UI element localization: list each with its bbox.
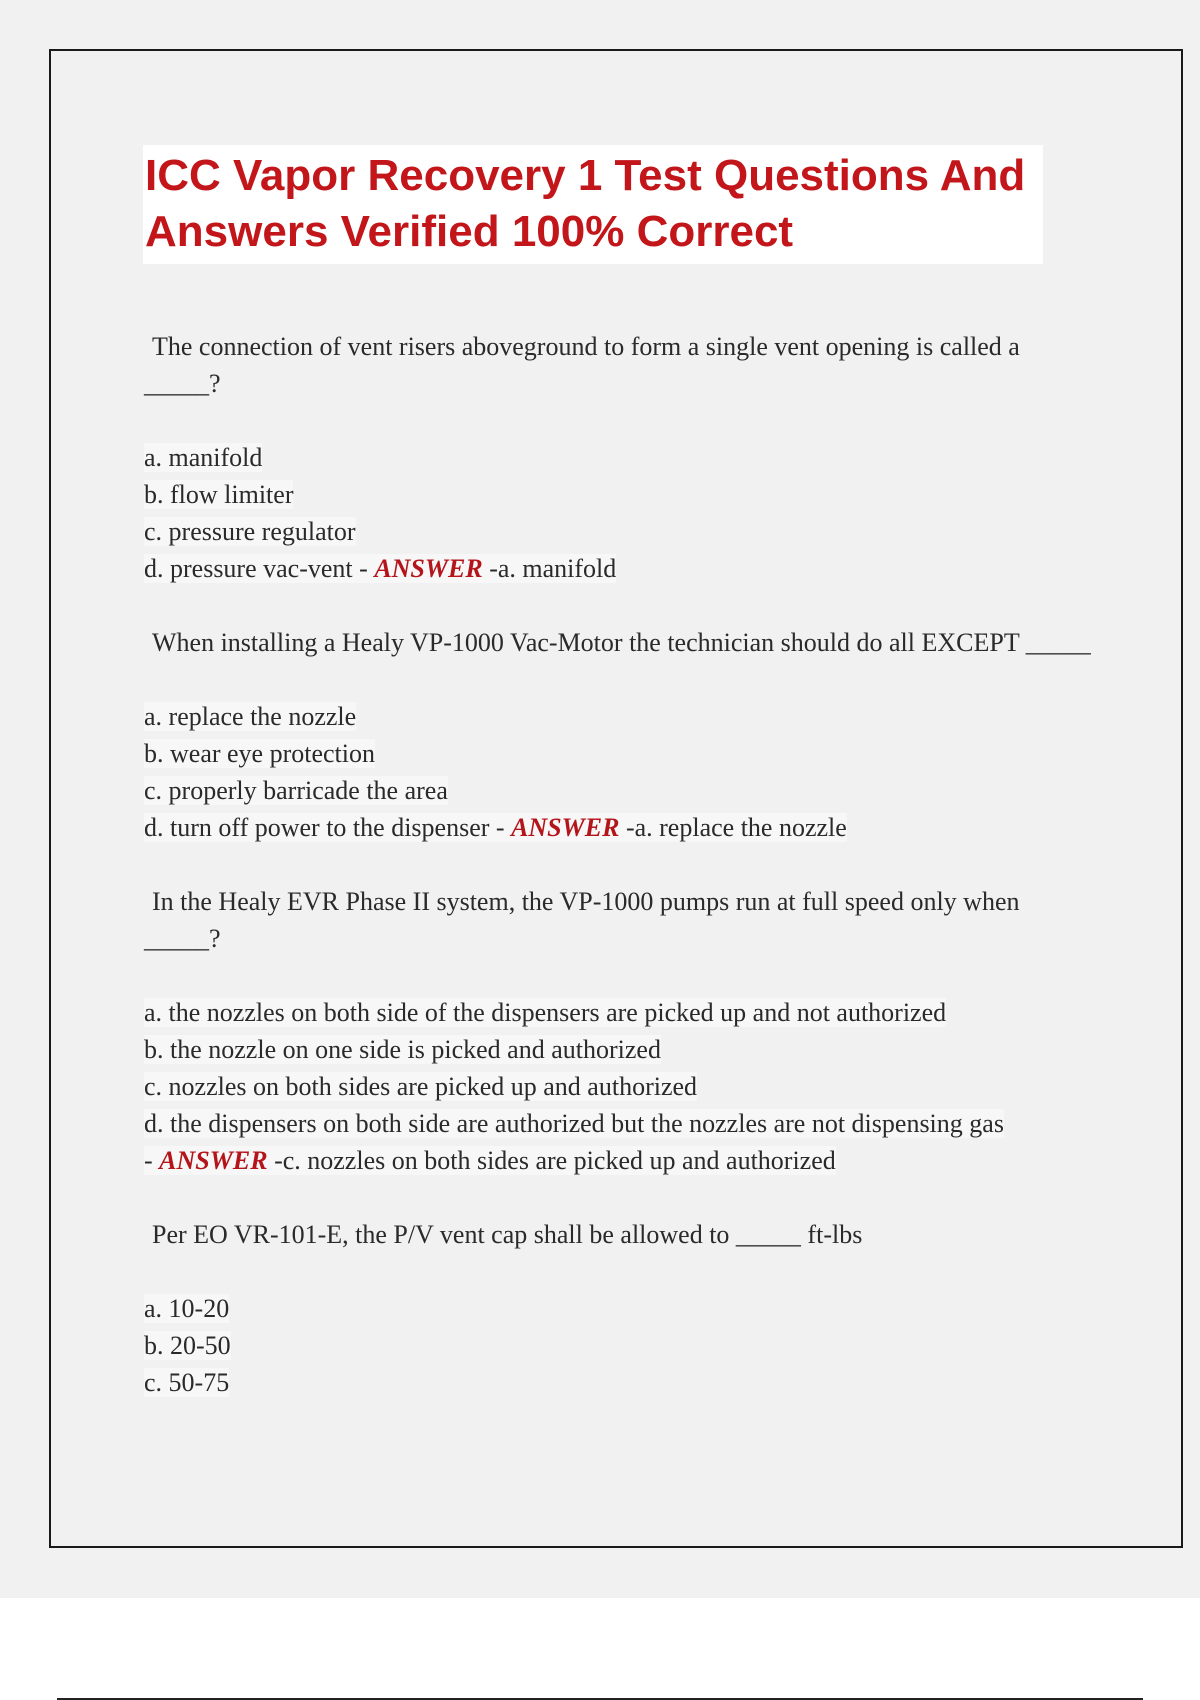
- answer-keyword: ANSWER: [159, 1146, 268, 1175]
- question-block: [144, 624, 1094, 846]
- option-a: a. 10-20: [144, 1294, 230, 1323]
- answer-keyword: ANSWER: [511, 813, 620, 842]
- question-stem: [144, 1216, 1094, 1253]
- option-a: a. the nozzles on both side of the dispensers are picked up and not authorized: [144, 998, 947, 1027]
- answer-text: -c. nozzles on both sides are picked up and authorized: [274, 1146, 836, 1175]
- question-stem-text: Per EO VR-101-E, the P/V vent cap shall be allowed to _____ ft-lbs: [152, 1220, 863, 1249]
- question-stem: [144, 883, 1094, 957]
- question-block: [144, 328, 1094, 587]
- option-c: c. properly barricade the area: [144, 776, 448, 805]
- option-a: a. replace the nozzle: [144, 702, 357, 731]
- option-d-text: d. turn off power to the dispenser: [144, 813, 490, 842]
- question-block: [144, 1216, 1094, 1401]
- question-stem-text: In the Healy EVR Phase II system, the VP-1000 pumps run at full speed only when _____?: [144, 887, 1020, 953]
- option-c: c. nozzles on both sides are picked up and authorized: [144, 1072, 698, 1101]
- option-b: b. 20-50: [144, 1331, 231, 1360]
- option-b: b. flow limiter: [144, 480, 294, 509]
- document-title: ICC Vapor Recovery 1 Test Questions And Answers Verified 100% Correct: [145, 151, 1026, 256]
- answer-keyword: ANSWER: [374, 554, 483, 583]
- answer-line: - ANSWER -c. nozzles on both sides are picked up and authorized: [144, 1146, 836, 1175]
- option-c: c. pressure regulator: [144, 517, 356, 546]
- option-d-text: d. pressure vac-vent: [144, 554, 353, 583]
- option-c: c. 50-75: [144, 1368, 230, 1397]
- title-box: [143, 145, 1043, 264]
- question-stem: [144, 328, 1094, 402]
- answer-text: -a. replace the nozzle: [625, 813, 847, 842]
- option-d-with-answer: d. pressure vac-vent - ANSWER -a. manifold: [144, 554, 617, 583]
- question-stem: [144, 624, 1094, 661]
- option-d-with-answer: d. turn off power to the dispenser - ANSWER -a. replace the nozzle: [144, 813, 847, 842]
- question-stem-text: When installing a Healy VP-1000 Vac-Motor the technician should do all EXCEPT _____: [152, 628, 1091, 657]
- question-stem-text: The connection of vent risers aboveground to form a single vent opening is called a _____?: [144, 332, 1020, 398]
- document-content: [144, 328, 1094, 1438]
- option-b: b. the nozzle on one side is picked and authorized: [144, 1035, 661, 1064]
- option-b: b. wear eye protection: [144, 739, 376, 768]
- question-block: [144, 883, 1094, 1179]
- answer-text: -a. manifold: [489, 554, 617, 583]
- option-a: a. manifold: [144, 443, 263, 472]
- option-d: d. the dispensers on both side are authorized but the nozzles are not dispensing gas: [144, 1109, 1004, 1138]
